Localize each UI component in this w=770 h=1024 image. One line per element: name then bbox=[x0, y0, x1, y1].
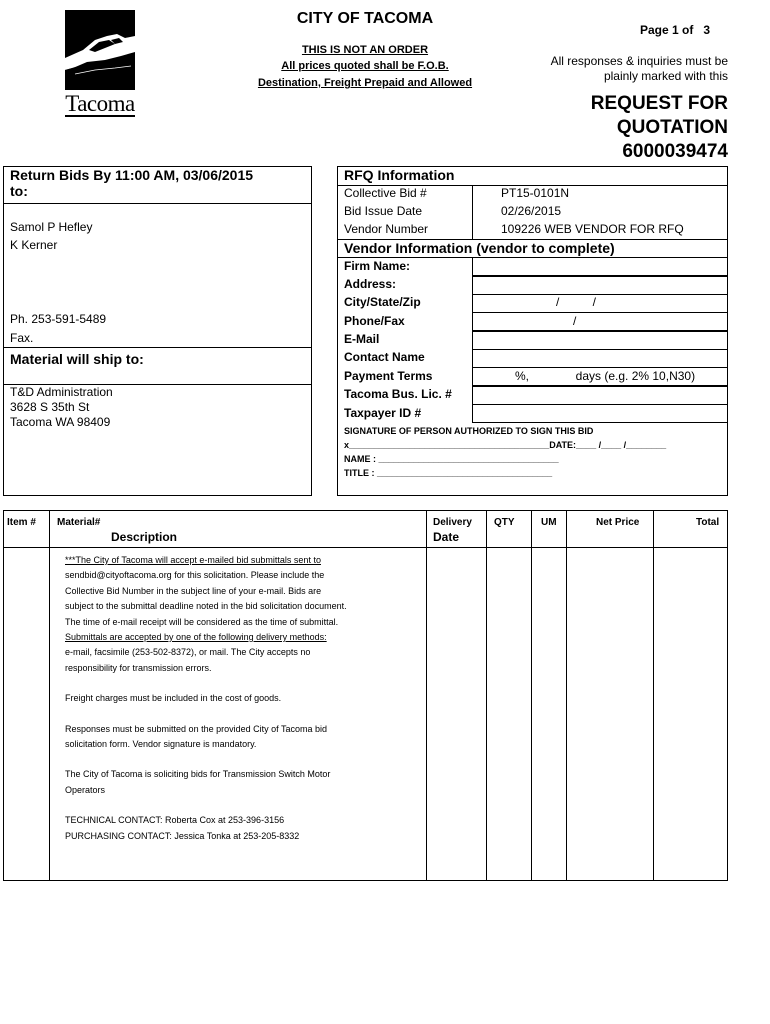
page-total: 3 bbox=[703, 23, 711, 37]
vendor-label-phone-fax: Phone/Fax bbox=[344, 314, 405, 328]
col-header-date: Date bbox=[433, 530, 460, 544]
vendor-label-contact-name: Contact Name bbox=[344, 350, 425, 364]
rfq-info-value-issue-date: 02/26/2015 bbox=[501, 204, 562, 218]
return-bids-title-line-2: to: bbox=[10, 183, 28, 199]
ship-to-top-divider bbox=[3, 347, 312, 348]
vendor-field-bus-lic[interactable] bbox=[472, 386, 728, 405]
rfq-title-line-1: REQUEST FOR bbox=[590, 93, 728, 114]
desc-line: Submittals are accepted by one of the following delivery methods: bbox=[65, 632, 327, 643]
col-header-total: Total bbox=[696, 517, 720, 528]
items-col-divider-4 bbox=[531, 510, 532, 881]
col-header-net-price: Net Price bbox=[596, 517, 640, 528]
desc-line: responsibility for transmission errors. bbox=[65, 662, 212, 673]
ship-to-line-2: 3628 S 35th St bbox=[10, 400, 90, 414]
page-label: Page 1 of bbox=[640, 23, 694, 37]
signer-name-line[interactable]: NAME : ____________________________________ bbox=[344, 454, 559, 464]
rfq-info-label-vendor-number: Vendor Number bbox=[344, 222, 429, 236]
col-header-qty: QTY bbox=[494, 517, 515, 528]
desc-line: Collective Bid Number in the subject line of your e-mail. Bids are bbox=[65, 585, 322, 596]
vendor-value-payment-terms: %, days (e.g. 2% 10,N30) bbox=[515, 369, 696, 383]
desc-line: sendbid@cityoftacoma.org for this solicitation. Please include the bbox=[65, 570, 325, 581]
rfq-info-label-issue-date: Bid Issue Date bbox=[344, 204, 423, 218]
vendor-field-city-state-zip[interactable] bbox=[472, 294, 728, 313]
vendor-field-phone-fax[interactable] bbox=[472, 312, 728, 331]
desc-line: e-mail, facsimile (253-502-8372), or mail. The City accepts no bbox=[65, 647, 311, 658]
rfq-info-value-vendor-number: 109226 WEB VENDOR FOR RFQ bbox=[501, 222, 684, 236]
rfq-info-value-collective-bid: PT15-0101N bbox=[501, 186, 570, 200]
vendor-value-city-state-zip: / / bbox=[556, 295, 597, 309]
item-description bbox=[65, 553, 425, 844]
desc-line: TECHNICAL CONTACT: Roberta Cox at 253-396-3156 bbox=[65, 815, 285, 826]
city-logo bbox=[65, 10, 135, 116]
return-bids-title bbox=[10, 167, 253, 199]
vendor-label-email: E-Mail bbox=[344, 332, 380, 346]
return-fax: Fax. bbox=[10, 331, 34, 345]
return-contact-name-1: Samol P Hefley bbox=[10, 220, 93, 234]
signer-title-line[interactable]: TITLE : ___________________________________ bbox=[344, 468, 553, 478]
rfq-number: 6000039474 bbox=[622, 141, 728, 162]
items-header-divider bbox=[3, 547, 728, 548]
return-bids-title-line-1: Return Bids By 11:00 AM, 03/06/2015 bbox=[10, 167, 254, 183]
vendor-field-taxpayer-id[interactable] bbox=[472, 404, 728, 423]
responses-line-1: All responses & inquiries must be bbox=[550, 54, 728, 68]
items-col-divider-6 bbox=[653, 510, 654, 881]
return-bids-divider bbox=[3, 203, 312, 204]
vendor-label-bus-lic: Tacoma Bus. Lic. # bbox=[344, 387, 452, 401]
vendor-label-payment-terms: Payment Terms bbox=[344, 369, 433, 383]
fob-line-1: All prices quoted shall be F.O.B. bbox=[281, 60, 449, 72]
return-bids-box bbox=[3, 166, 312, 496]
desc-line: The time of e-mail receipt will be considered as the time of submittal. bbox=[65, 616, 339, 627]
vendor-field-email[interactable] bbox=[472, 331, 728, 350]
vendor-label-city-state-zip: City/State/Zip bbox=[344, 295, 421, 309]
desc-line: Responses must be submitted on the provided City of Tacoma bid bbox=[65, 723, 327, 734]
col-header-description: Description bbox=[111, 530, 178, 544]
col-header-delivery: Delivery bbox=[433, 517, 472, 528]
responses-line-2: plainly marked with this bbox=[603, 69, 728, 83]
col-header-item: Item # bbox=[7, 517, 36, 528]
vendor-label-taxpayer-id: Taxpayer ID # bbox=[344, 406, 422, 420]
vendor-label-address: Address: bbox=[344, 277, 397, 291]
desc-line: Freight charges must be included in the cost of goods. bbox=[65, 693, 282, 704]
signature-title: SIGNATURE OF PERSON AUTHORIZED TO SIGN THIS BID bbox=[344, 426, 594, 436]
col-header-material: Material# bbox=[57, 517, 101, 528]
return-contact-name-2: K Kerner bbox=[10, 238, 58, 252]
rfq-info-label-collective-bid: Collective Bid # bbox=[344, 186, 427, 200]
desc-line: Operators bbox=[65, 784, 106, 795]
ship-to-title: Material will ship to: bbox=[10, 351, 144, 367]
desc-line: subject to the submittal deadline noted in the bid solicitation document. bbox=[65, 601, 347, 612]
vendor-info-title: Vendor Information (vendor to complete) bbox=[344, 240, 615, 256]
vendor-value-phone-fax: / bbox=[573, 314, 577, 328]
vendor-field-firm-name[interactable] bbox=[472, 257, 728, 276]
desc-line: The City of Tacoma is soliciting bids for Transmission Switch Motor bbox=[65, 769, 331, 780]
ship-to-address bbox=[10, 385, 113, 430]
items-col-divider-5 bbox=[566, 510, 567, 881]
desc-line: solicitation form. Vendor signature is mandatory. bbox=[65, 739, 257, 750]
rfq-title-line-2: QUOTATION bbox=[616, 117, 728, 138]
desc-line: ***The City of Tacoma will accept e-mailed bid submittals sent to bbox=[65, 555, 321, 565]
fob-line-2: Destination, Freight Prepaid and Allowed bbox=[257, 77, 473, 89]
city-title: CITY OF TACOMA bbox=[296, 10, 434, 27]
items-col-divider-1 bbox=[49, 510, 50, 881]
rfq-info-title: RFQ Information bbox=[344, 167, 455, 183]
desc-line: PURCHASING CONTACT: Jessica Tonka at 253-205-8332 bbox=[65, 830, 300, 841]
col-header-um: UM bbox=[541, 517, 557, 528]
vendor-label-firm-name: Firm Name: bbox=[344, 259, 411, 273]
page-indicator bbox=[640, 23, 710, 37]
items-col-divider-2 bbox=[426, 510, 427, 881]
rfq-info-column-divider bbox=[472, 185, 473, 239]
signature-line[interactable]: x________________________________________DATE:____ /____ /________ bbox=[344, 440, 667, 450]
mountain-logo-icon bbox=[65, 10, 135, 90]
vendor-field-contact-name[interactable] bbox=[472, 349, 728, 368]
not-order-notice: THIS IS NOT AN ORDER bbox=[301, 44, 429, 56]
return-phone: Ph. 253-591-5489 bbox=[10, 312, 107, 326]
ship-to-line-3: Tacoma WA 98409 bbox=[10, 415, 111, 429]
vendor-field-address[interactable] bbox=[472, 276, 728, 295]
ship-to-line-1: T&D Administration bbox=[10, 385, 113, 399]
items-col-divider-3 bbox=[486, 510, 487, 881]
logo-text: Tacoma bbox=[65, 91, 135, 116]
